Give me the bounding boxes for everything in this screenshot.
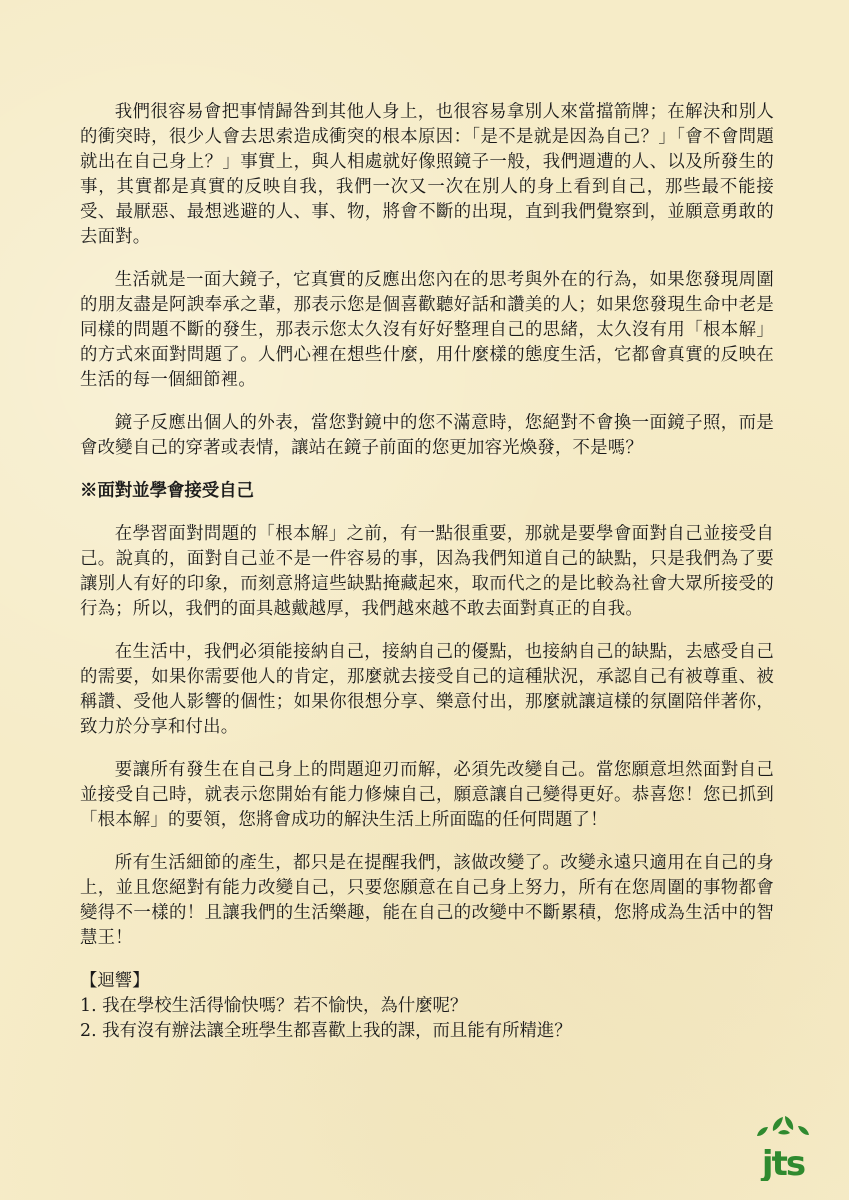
reflection-item-2: 2. 我有沒有辦法讓全班學生都喜歡上我的課，而且能有所精進？ (80, 1021, 572, 1041)
paragraph-2: 生活就是一面大鏡子，它真實的反應出您內在的思考與外在的行為，如果您發現周圍的朋友盡是阿諛奉承之輩，那表示您是個喜歡聽好話和讚美的人；如果您發現生命中老是同樣的問題不斷的發生，那表示您太久沒有好好整理自己的思緒，太久沒有用「根本解」的方式來面對問題了。人們心裡在想些什麼，用什麼樣的態度生活，它都會真實的反映在生活的每一個細節裡。 (80, 270, 774, 390)
logo-text: jts (761, 1144, 805, 1181)
reflection-list (80, 994, 774, 1044)
section-paragraph-2: 在生活中，我們必須能接納自己，接納自己的優點，也接納自己的缺點，去感受自己的需要，如果你需要他人的肯定，那麼就去接受自己的這種狀況，承認自己有被尊重、被稱讚、受他人影響的個性；如果你很想分享、樂意付出，那麼就讓這樣的氛圍陪伴著你，致力於分享和付出。 (80, 642, 774, 737)
reflection-item-1: 1. 我在學校生活得愉快嗎？若不愉快，為什麼呢？ (80, 996, 468, 1016)
jts-logo-icon (740, 1113, 826, 1181)
section-paragraph-4: 所有生活細節的產生，都只是在提醒我們，該做改變了。改變永遠只適用在自己的身上，並且您絕對有能力改變自己，只要您願意在自己身上努力，所有在您周圍的事物都會變得不一樣的！且讓我們的生活樂趣，能在自己的改變中不斷累積，您將成為生活中的智慧王！ (80, 853, 774, 948)
reflection-title: 【迴響】 (80, 971, 150, 991)
section-paragraph-1: 在學習面對問題的「根本解」之前，有一點很重要，那就是要學會面對自己並接受自己。說真的，面對自己並不是一件容易的事，因為我們知道自己的缺點，只是我們為了要讓別人有好的印象，而刻意將這些缺點掩藏起來，取而代之的是比較為社會大眾所接受的行為；所以，我們的面具越戴越厚，我們越來越不敢去面對真正的自我。 (80, 524, 774, 619)
section-paragraph-3: 要讓所有發生在自己身上的問題迎刃而解，必須先改變自己。當您願意坦然面對自己並接受自己時，就表示您開始有能力修煉自己，願意讓自己變得更好。恭喜您！您已抓到「根本解」的要領，您將會成功的解決生活上所面臨的任何問題了！ (80, 760, 774, 830)
section-heading: ※面對並學會接受自己 (80, 481, 254, 501)
paragraph-1: 我們很容易會把事情歸咎到其他人身上，也很容易拿別人來當擋箭牌；在解決和別人的衝突時，很少人會去思索造成衝突的根本原因：「是不是就是因為自己？」「會不會問題就出在自己身上？」事實上，與人相處就好像照鏡子一般，我們週遭的人、以及所發生的事，其實都是真實的反映自我，我們一次又一次在別人的身上看到自己，那些最不能接受、最厭惡、最想逃避的人、事、物，將會不斷的出現，直到我們覺察到，並願意勇敢的去面對。 (80, 102, 774, 247)
paragraph-3: 鏡子反應出個人的外表，當您對鏡中的您不滿意時，您絕對不會換一面鏡子照，而是會改變自己的穿著或表情，讓站在鏡子前面的您更加容光煥發，不是嗎？ (80, 413, 774, 458)
document-body (80, 100, 774, 1044)
